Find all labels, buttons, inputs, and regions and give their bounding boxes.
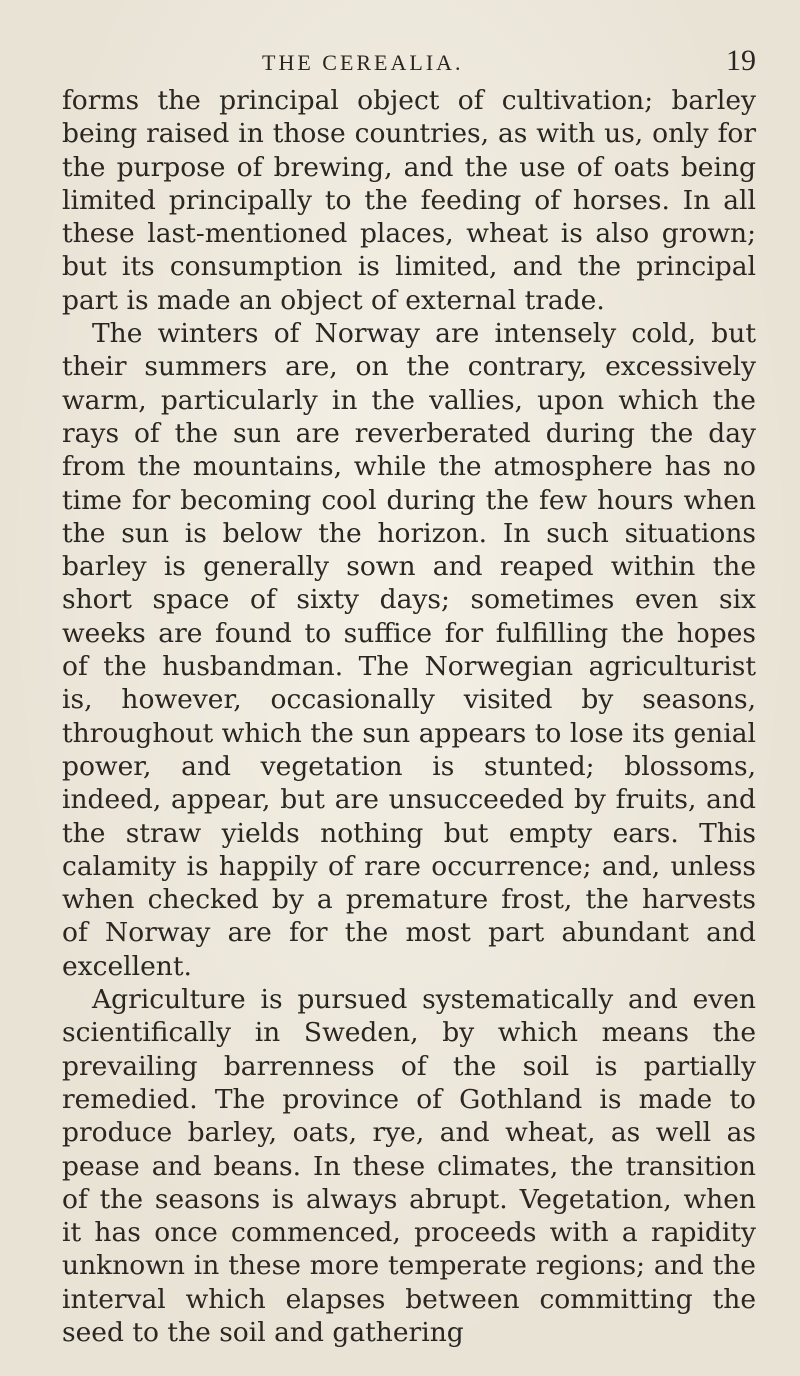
running-title: THE CEREALIA. [262, 50, 464, 75]
paragraph-sweden: Agriculture is pursued systematically and even scientifically in Sweden, by which means the prevailing barrenness of the soil is partially remedied. The province of Gothland is made to produce barley, oats, rye, and wheat, as well as pease and beans. In these climates, the transition of the seasons is always abrupt. Vegetation, when it has once commenced, proceeds with a rapidity unknown in these more temperate regions; and the interval which elapses between committing the seed to the soil and gathering [62, 984, 756, 1348]
page-number: 19 [726, 44, 756, 77]
paragraph-norway: The winters of Norway are intensely cold, but their summers are, on the contrary, excessively warm, particularly in the vallies, upon which the rays of the sun are reverberated during the day from the mountains, while the atmosphere has no time for becoming cool during the few hours when the sun is below the horizon. In such situations barley is generally sown and reaped within the short space of sixty days; sometimes even six weeks are found to suffice for fulfilling the hopes of the husbandman. The Norwegian agriculturist is, however, occasionally visited by seasons, throughout which the sun appears to lose its genial power, and vegetation is stunted; blossoms, indeed, appear, but are unsucceeded by fruits, and the straw yields nothing but empty ears. This calamity is happily of rare occurrence; and, unless when checked by a premature frost, the harvests of Norway are for the most part abundant and excellent. [62, 318, 756, 982]
body-text [62, 84, 756, 1349]
running-head [62, 44, 756, 80]
paragraph-continued: forms the principal object of cultivation; barley being raised in those countries, as with us, only for the purpose of brewing, and the use of oats being limited principally to the feeding of horses. In all these last-mentioned places, wheat is also grown; but its consumption is limited, and the principal part is made an object of external trade. [62, 85, 756, 316]
